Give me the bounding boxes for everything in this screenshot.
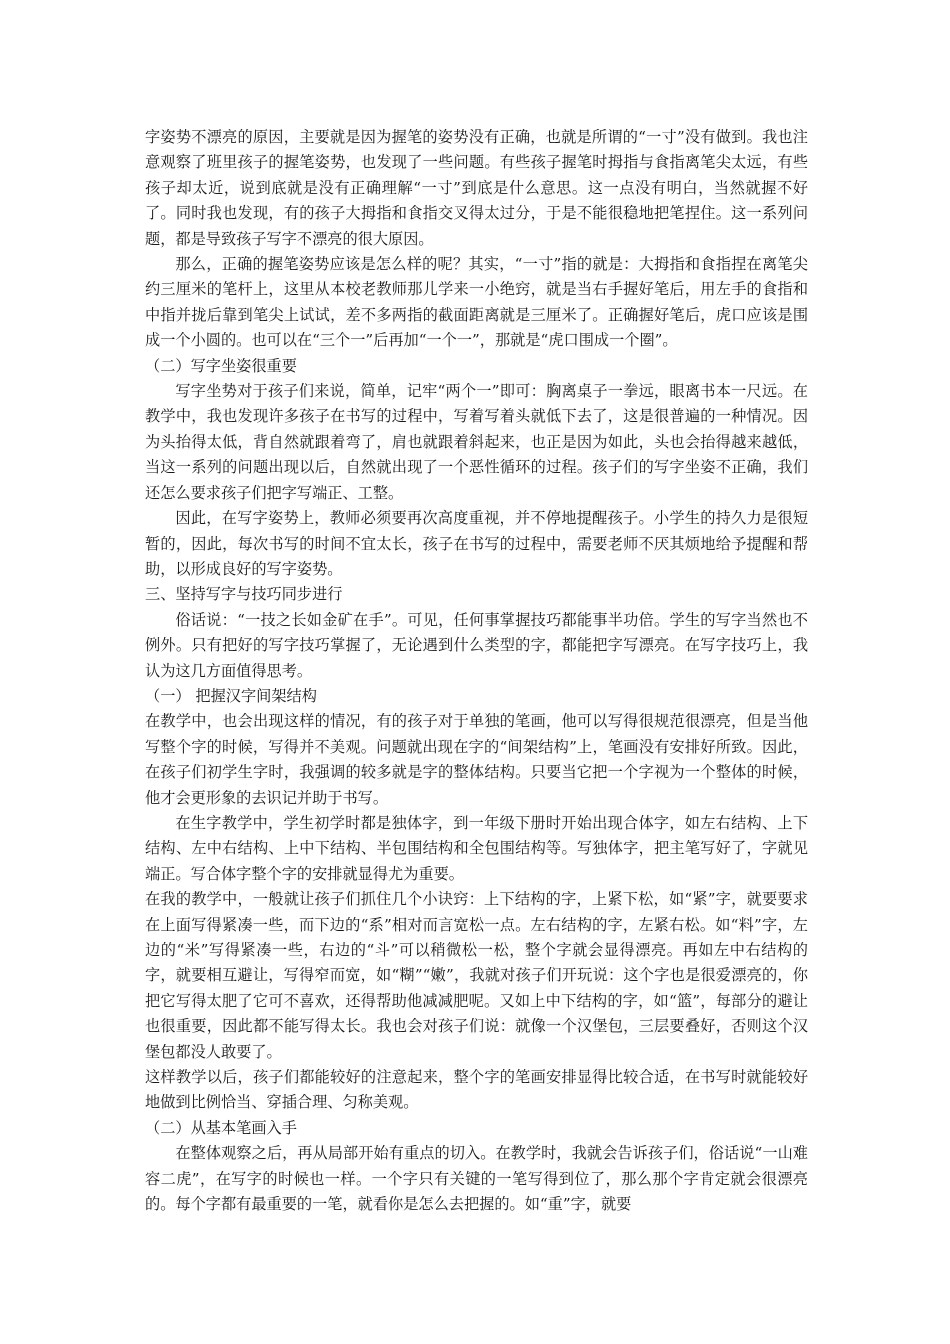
section-subheading: （二）写字坐姿很重要 [145, 356, 297, 375]
section-heading: 三、坚持写字与技巧同步进行 [145, 585, 343, 604]
section-subheading: （一） 把握汉字间架结构 [145, 686, 317, 705]
paragraph: 俗话说：“一技之长如金矿在手”。可见，任何事掌握技巧都能事半功倍。学生的写字当然也不例外。只有把好的写字技巧掌握了，无论遇到什么类型的字，都能把字写漂亮。在写字技巧上，我认为这几方面值得思考。 [145, 610, 808, 680]
paragraph: 在整体观察之后，再从局部开始有重点的切入。在教学时，我就会告诉孩子们，俗话说“一山难容二虎”，在写字的时候也一样。一个字只有关键的一笔写得到位了，那么那个字肯定就会很漂亮的。每个字都有最重要的一笔，就看你是怎么去把握的。如“重”字，就要 [145, 1144, 808, 1214]
paragraph: 在教学中，也会出现这样的情况，有的孩子对于单独的笔画，他可以写得很规范很漂亮，但是当他写整个字的时候，写得并不美观。问题就出现在字的“间架结构”上，笔画没有安排好所致。因此，在孩子们初学生字时，我强调的较多就是字的整体结构。只要当它把一个字视为一个整体的时候，他才会更形象的去识记并助于书写。 [145, 712, 808, 807]
paragraph: 在生字教学中，学生初学时都是独体字，到一年级下册时开始出现合体字，如左右结构、上下结构、左中右结构、上中下结构、半包围结构和全包围结构等。写独体字，把主笔写好了，字就见端正。写合体字整个字的安排就显得尤为重要。 [145, 813, 808, 883]
paragraph: 那么，正确的握笔姿势应该是怎么样的呢？其实，“一寸”指的就是：大拇指和食指捏在离笔尖约三厘米的笔杆上，这里从本校老教师那儿学来一小绝窍，就是当右手握好笔后，用左手的食指和中指并拢后靠到笔尖上试试，差不多两指的截面距离就是三厘米了。正确握好笔后，虎口应该是围成一个小圆的。也可以在“三个一”后再加“一个一”，那就是“虎口围成一个圈”。 [145, 255, 808, 350]
paragraph: 这样教学以后，孩子们都能较好的注意起来，整个字的笔画安排显得比较合适，在书写时就能较好地做到比例恰当、穿插合理、匀称美观。 [145, 1068, 808, 1112]
paragraph: 字姿势不漂亮的原因，主要就是因为握笔的姿势没有正确，也就是所谓的“一寸”没有做到。我也注意观察了班里孩子的握笔姿势，也发现了一些问题。有些孩子握笔时拇指与食指离笔尖太远，有些孩子却太近，说到底就是没有正确理解“一寸”到底是什么意思。这一点没有明白，当然就握不好了。同时我也发现，有的孩子大拇指和食指交叉得太过分，于是不能很稳地把笔捏住。这一系列问题，都是导致孩子写字不漂亮的很大原因。 [145, 128, 808, 248]
paragraph: 在我的教学中，一般就让孩子们抓住几个小诀窍：上下结构的字，上紧下松，如“紧”字，就要要求在上面写得紧凑一些，而下边的“系”相对而言宽松一点。左右结构的字，左紧右松。如“料”字，左边的“米”写得紧凑一些，右边的“斗”可以稍微松一松，整个字就会显得漂亮。再如左中右结构的字，就要相互避让，写得窄而宽，如“糊”“嫩”，我就对孩子们开玩说：这个字也是很爱漂亮的，你把它写得太肥了它可不喜欢，还得帮助他减减肥呢。又如上中下结构的字，如“篮”，每部分的避让也很重要，因此都不能写得太长。我也会对孩子们说：就像一个汉堡包，三层要叠好，否则这个汉堡包都没人敢要了。 [145, 890, 808, 1061]
section-subheading: （二）从基本笔画入手 [145, 1118, 297, 1137]
document-body [145, 125, 808, 1217]
paragraph: 因此，在写字姿势上，教师必须要再次高度重视，并不停地提醒孩子。小学生的持久力是很短暂的，因此，每次书写的时间不宜太长，孩子在书写的过程中，需要老师不厌其烦地给予提醒和帮助，以形成良好的写字姿势。 [145, 509, 808, 578]
paragraph: 写字坐势对于孩子们来说，简单，记牢“两个一”即可：胸离桌子一拳远，眼离书本一尺远。在教学中，我也发现许多孩子在书写的过程中，写着写着头就低下去了，这是很普遍的一种情况。因为头抬得太低，背自然就跟着弯了，肩也就跟着斜起来，也正是因为如此，头也会抬得越来越低，当这一系列的问题出现以后，自然就出现了一个恶性循环的过程。孩子们的写字坐姿不正确，我们还怎么要求孩子们把字写端正、工整。 [145, 382, 808, 502]
